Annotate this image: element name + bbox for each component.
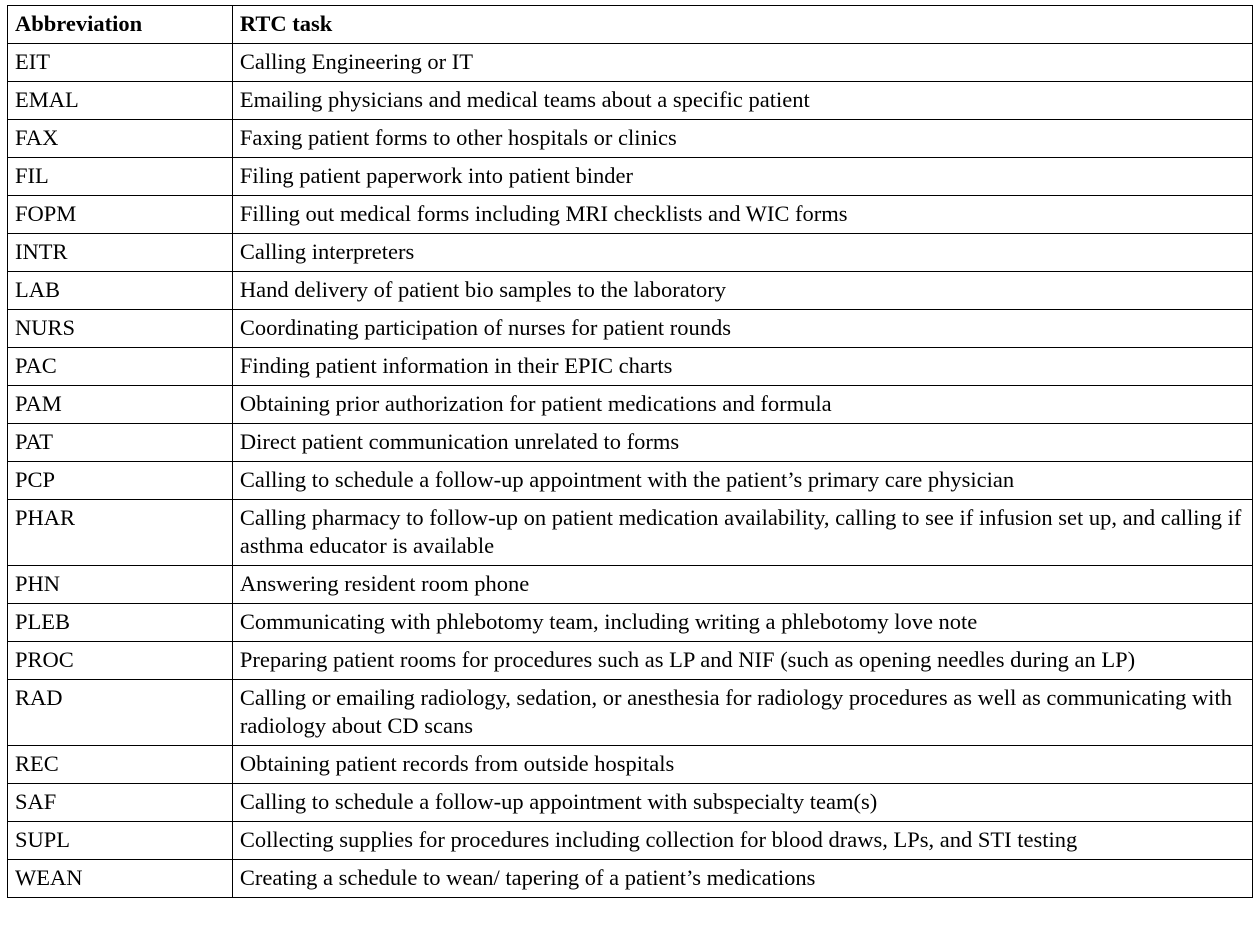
table-row [8, 158, 1253, 196]
abbreviation-cell: EIT [8, 44, 233, 82]
table-body [8, 44, 1253, 898]
rtc-task-cell: Calling pharmacy to follow-up on patient medication availability, calling to see if infusion set up, and calling if asthma educator is available [232, 500, 1252, 566]
table-row [8, 566, 1253, 604]
rtc-task-cell: Obtaining patient records from outside hospitals [232, 746, 1252, 784]
table-row [8, 196, 1253, 234]
rtc-task-cell: Obtaining prior authorization for patient medications and formula [232, 386, 1252, 424]
abbreviation-cell: LAB [8, 272, 233, 310]
abbreviation-cell: PROC [8, 642, 233, 680]
rtc-task-cell: Preparing patient rooms for procedures such as LP and NIF (such as opening needles during an LP) [232, 642, 1252, 680]
table-row [8, 386, 1253, 424]
rtc-task-table [7, 5, 1253, 898]
rtc-task-cell: Communicating with phlebotomy team, including writing a phlebotomy love note [232, 604, 1252, 642]
table-row [8, 746, 1253, 784]
abbreviation-cell: FOPM [8, 196, 233, 234]
table-row [8, 680, 1253, 746]
table-row [8, 462, 1253, 500]
table-row [8, 642, 1253, 680]
table-row [8, 784, 1253, 822]
abbreviation-cell: PAM [8, 386, 233, 424]
table-row [8, 120, 1253, 158]
header-rtc-task: RTC task [232, 6, 1252, 44]
abbreviation-cell: NURS [8, 310, 233, 348]
header-abbreviation: Abbreviation [8, 6, 233, 44]
rtc-task-cell: Filing patient paperwork into patient binder [232, 158, 1252, 196]
table-row [8, 860, 1253, 898]
header-row [8, 6, 1253, 44]
abbreviation-cell: SUPL [8, 822, 233, 860]
rtc-task-cell: Calling Engineering or IT [232, 44, 1252, 82]
abbreviation-cell: FIL [8, 158, 233, 196]
abbreviation-cell: INTR [8, 234, 233, 272]
rtc-task-cell: Filling out medical forms including MRI checklists and WIC forms [232, 196, 1252, 234]
rtc-task-cell: Direct patient communication unrelated to forms [232, 424, 1252, 462]
abbreviation-cell: REC [8, 746, 233, 784]
abbreviation-cell: PAC [8, 348, 233, 386]
table-row [8, 234, 1253, 272]
abbreviation-cell: PLEB [8, 604, 233, 642]
table-row [8, 822, 1253, 860]
abbreviation-cell: WEAN [8, 860, 233, 898]
table-row [8, 82, 1253, 120]
rtc-task-cell: Calling to schedule a follow-up appointment with subspecialty team(s) [232, 784, 1252, 822]
rtc-task-cell: Answering resident room phone [232, 566, 1252, 604]
rtc-task-cell: Calling to schedule a follow-up appointment with the patient’s primary care physician [232, 462, 1252, 500]
rtc-task-cell: Collecting supplies for procedures including collection for blood draws, LPs, and STI testing [232, 822, 1252, 860]
rtc-task-cell: Coordinating participation of nurses for patient rounds [232, 310, 1252, 348]
rtc-task-cell: Creating a schedule to wean/ tapering of a patient’s medications [232, 860, 1252, 898]
table-row [8, 44, 1253, 82]
table-row [8, 310, 1253, 348]
rtc-task-cell: Calling interpreters [232, 234, 1252, 272]
table-row [8, 272, 1253, 310]
table-row [8, 500, 1253, 566]
rtc-task-cell: Finding patient information in their EPIC charts [232, 348, 1252, 386]
abbreviation-cell: RAD [8, 680, 233, 746]
abbreviation-cell: PAT [8, 424, 233, 462]
table-row [8, 424, 1253, 462]
abbreviation-cell: PHN [8, 566, 233, 604]
abbreviation-cell: EMAL [8, 82, 233, 120]
table-row [8, 348, 1253, 386]
abbreviation-cell: PCP [8, 462, 233, 500]
abbreviation-cell: PHAR [8, 500, 233, 566]
rtc-task-cell: Faxing patient forms to other hospitals or clinics [232, 120, 1252, 158]
table-header [8, 6, 1253, 44]
table-row [8, 604, 1253, 642]
rtc-task-cell: Calling or emailing radiology, sedation, or anesthesia for radiology procedures as well as communicating with radiology about CD scans [232, 680, 1252, 746]
rtc-task-cell: Emailing physicians and medical teams about a specific patient [232, 82, 1252, 120]
abbreviation-cell: SAF [8, 784, 233, 822]
abbreviation-cell: FAX [8, 120, 233, 158]
rtc-task-cell: Hand delivery of patient bio samples to the laboratory [232, 272, 1252, 310]
